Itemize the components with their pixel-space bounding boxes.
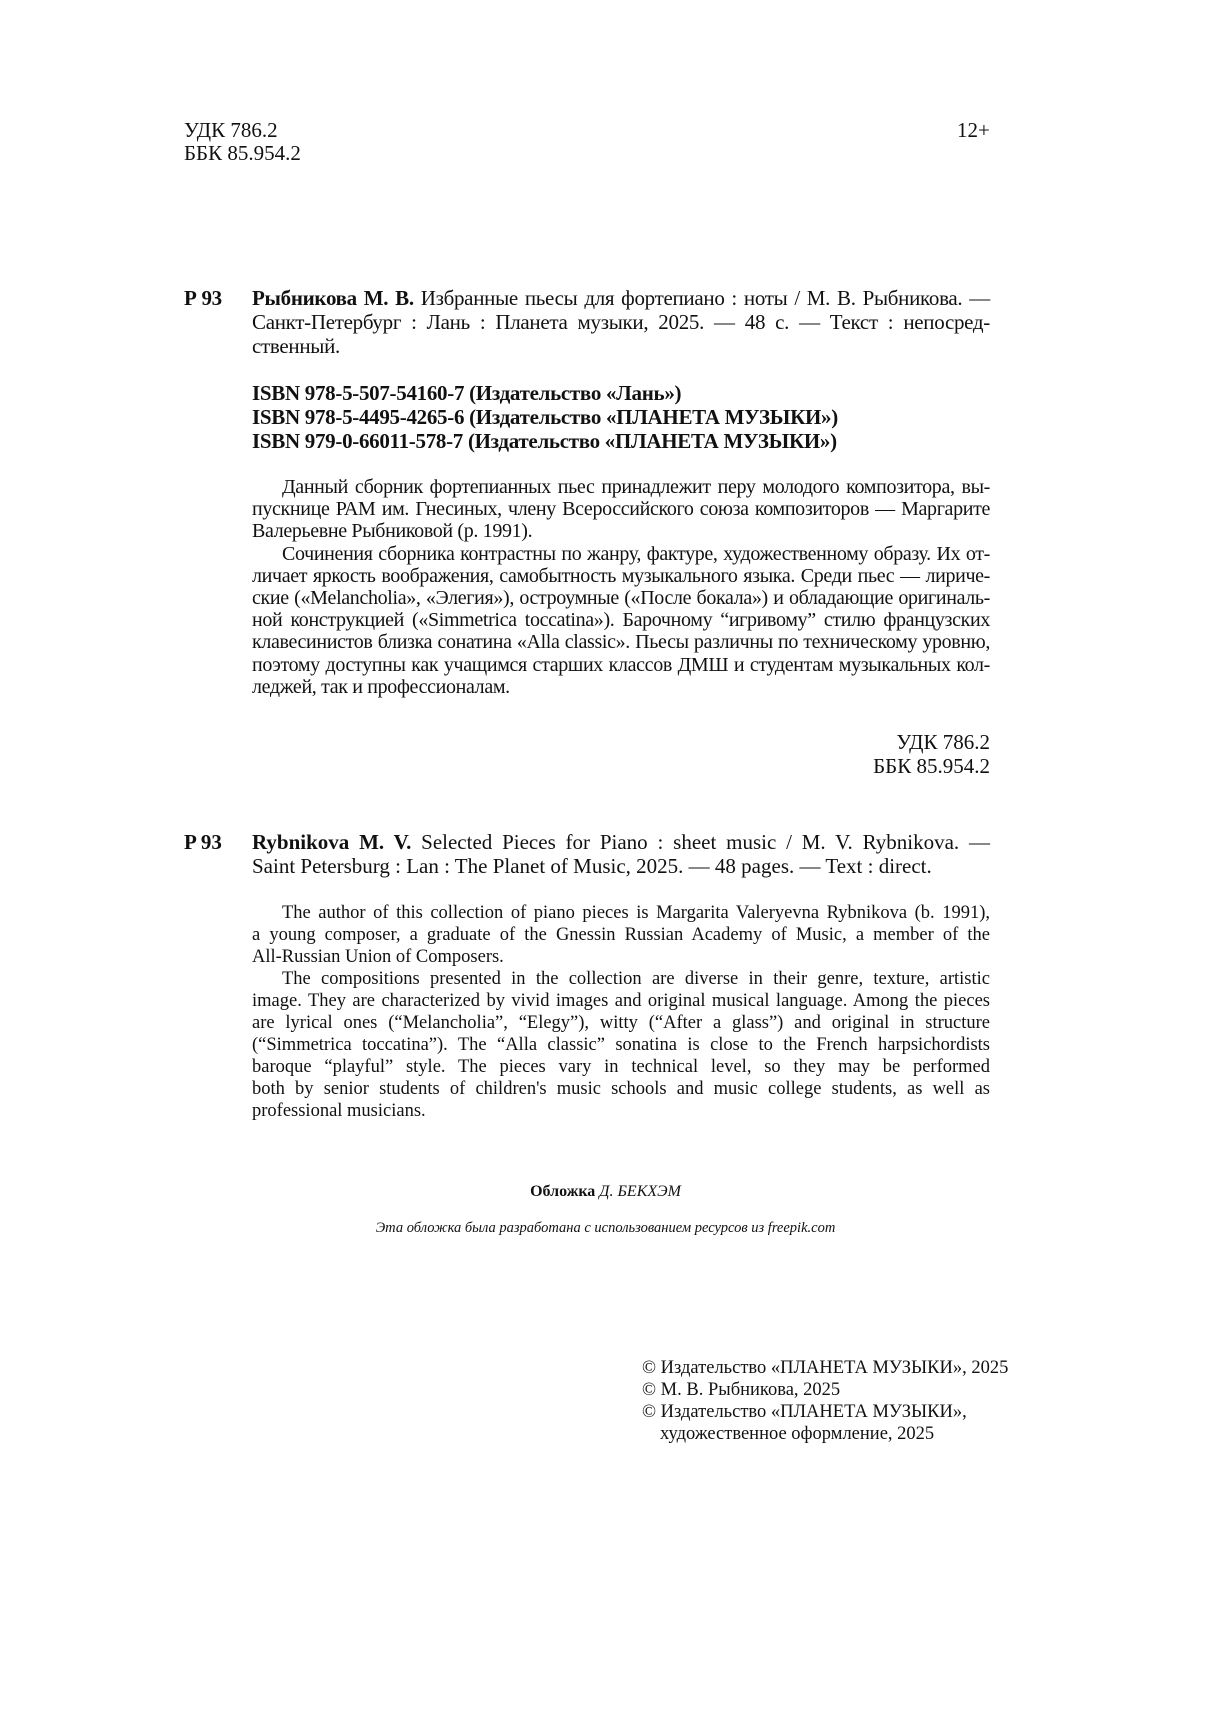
en-title: Selected Pieces for Piano : sheet music / M. V. Rybnikova. —: [411, 830, 990, 854]
annotation-line: baroque “playful” style. The pieces vary in technical level, so they may be performed: [252, 1057, 990, 1077]
ru-author: Рыбникова М. В.: [252, 286, 414, 310]
annotation-line: пускнице РАМ им. Гнесиных, члену Всероссийского союза композиторов — Маргарите: [252, 498, 990, 521]
freepik-credit: Эта обложка была разработана с использованием ресурсов из freepik.com: [375, 1220, 836, 1236]
en-entry-line-1: [252, 830, 990, 854]
ru-entry-line-3: ственный.: [252, 334, 340, 358]
annotation-line: (“Simmetrica toccatina”). The “Alla classic” sonatina is close to the French harpsichordists: [252, 1035, 990, 1055]
en-entry-code: P 93: [184, 830, 222, 854]
ru-title: Избранные пьесы для фортепиано : ноты / М. В. Рыбникова. —: [413, 286, 990, 310]
en-author: Rybnikova M. V.: [252, 830, 412, 854]
annotation-line: professional musicians.: [252, 1101, 426, 1121]
annotation-line: Валерьевне Рыбниковой (р. 1991).: [252, 520, 533, 543]
ru-entry-line-2: Санкт-Петербург : Лань : Планета музыки, 2025. — 48 с. — Текст : непосред-: [252, 310, 990, 334]
annotation-line: поэтому доступны как учащимся старших классов ДМШ и студентам музыкальных кол-: [252, 653, 990, 676]
annotation-line: are lyrical ones (“Melancholia”, “Elegy”), witty (“After a glass”) and original in structure: [252, 1013, 990, 1033]
right-bbk: ББК 85.954.2: [873, 754, 990, 778]
annotation-line: личает яркость воображения, самобытность музыкального языка. Среди пьес — лириче-: [252, 564, 990, 587]
copyright-line: © Издательство «ПЛАНЕТА МУЗЫКИ»,: [642, 1402, 967, 1422]
cover-label: Обложка: [530, 1183, 596, 1200]
annotation-line: ские («Melancholia», «Элегия»), остроумные («После бокала») и обладающие оригиналь-: [252, 587, 990, 609]
annotation-line: All-Russian Union of Composers.: [252, 947, 504, 967]
header-udk: УДК 786.2: [184, 118, 278, 142]
annotation-line: image. They are characterized by vivid images and original musical language. Among the pieces: [252, 991, 990, 1011]
annotation-line: The author of this collection of piano pieces is Margarita Valeryevna Rybnikova (b. 1991),: [282, 903, 990, 923]
isbn-line: ISBN 978-5-4495-4265-6 (Издательство «ПЛАНЕТА МУЗЫКИ»): [252, 405, 838, 429]
annotation-line: Сочинения сборника контрастны по жанру, фактуре, художественному образу. Их от-: [282, 542, 990, 565]
ru-entry-line-1: [252, 286, 990, 310]
age-rating: 12+: [957, 118, 990, 142]
isbn-line: ISBN 978-5-507-54160-7 (Издательство «Лань»): [252, 381, 682, 405]
header-bbk: ББК 85.954.2: [184, 141, 301, 165]
annotation-line: леджей, так и профессионалам.: [252, 675, 510, 698]
copyright-line: © М. В. Рыбникова, 2025: [642, 1380, 841, 1400]
annotation-line: a young composer, a graduate of the Gnessin Russian Academy of Music, a member of the: [252, 925, 990, 945]
annotation-line: Данный сборник фортепианных пьес принадлежит перу молодого композитора, вы-: [282, 476, 990, 498]
cover-credit: [0, 1180, 1211, 1204]
annotation-line: The compositions presented in the collection are diverse in their genre, texture, artistic: [282, 969, 990, 989]
right-udk: УДК 786.2: [896, 730, 990, 754]
ru-entry-code: Р 93: [184, 286, 222, 310]
annotation-line: клавесинистов близка сонатина «Alla classic». Пьесы различны по техническому уровню,: [252, 631, 990, 654]
annotation-line: ной конструкцией («Simmetrica toccatina»). Барочному “игривому” стилю французских: [252, 609, 990, 632]
cover-designer: Д. БЕКХЭМ: [595, 1183, 681, 1200]
annotation-line: both by senior students of children's music schools and music college students, as well as: [252, 1079, 990, 1099]
en-entry-line-2: Saint Petersburg : Lan : The Planet of Music, 2025. — 48 pages. — Text : direct.: [252, 854, 932, 878]
copyright-line: © Издательство «ПЛАНЕТА МУЗЫКИ», 2025: [642, 1358, 1009, 1378]
copyright-line: художественное оформление, 2025: [660, 1424, 935, 1444]
isbn-line: ISBN 979-0-66011-578-7 (Издательство «ПЛАНЕТА МУЗЫКИ»): [252, 429, 837, 453]
